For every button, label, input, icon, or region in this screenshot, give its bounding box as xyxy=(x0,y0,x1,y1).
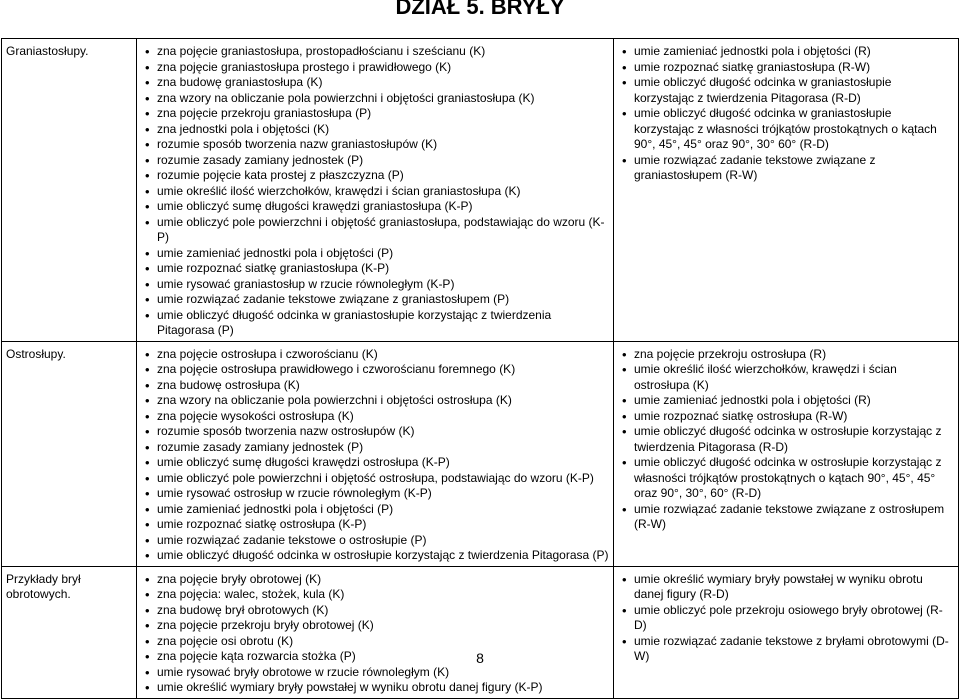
list-item: • umie rozpoznać siatkę graniastosłupa (R-W) xyxy=(634,60,954,76)
list-item: • zna pojęcie kąta rozwarcia stożka (P) xyxy=(157,649,609,665)
list-item: • zna wzory na obliczanie pola powierzchni i objętości graniastosłupa (K) xyxy=(157,91,609,107)
table-row xyxy=(2,341,959,566)
list-item: • umie obliczyć pole powierzchni i objętość ostrosłupa, podstawiając do wzoru (K-P) xyxy=(157,471,609,487)
list-item: • zna pojęcie ostrosłupa i czworościanu (K) xyxy=(157,347,609,363)
list-item: • umie obliczyć długość odcinka w graniastosłupie korzystając z własności trójkątów prostokątnych o kątach 90°, 45°, 45° oraz 90°, 30° 60° (R-D) xyxy=(634,106,954,153)
requirements-table xyxy=(1,38,959,699)
list-item: • zna pojęcie graniastosłupa prostego i prawidłowego (K) xyxy=(157,60,609,76)
list-item: • zna pojęcie przekroju graniastosłupa (P) xyxy=(157,106,609,122)
list-item: • umie rozwiązać zadanie tekstowe związane z ostrosłupem (R-W) xyxy=(634,502,954,533)
list-item: • umie rysować ostrosłup w rzucie równoległym (K-P) xyxy=(157,486,609,502)
basic-requirements-cell xyxy=(137,341,614,566)
list-item: • zna jednostki pola i objętości (K) xyxy=(157,122,609,138)
page-title: DZIAŁ 5. BRYŁY xyxy=(395,0,565,19)
advanced-requirements-cell xyxy=(614,566,959,698)
list-item: • umie rozwiązać zadanie tekstowe związane z graniastosłupem (R-W) xyxy=(634,153,954,184)
list-item: • umie obliczyć długość odcinka w graniastosłupie korzystając z twierdzenia Pitagorasa (R-D) xyxy=(634,75,954,106)
list-item: • umie rozwiązać zadanie tekstowe z bryłami obrotowymi (D-W) xyxy=(634,634,954,665)
list-item: • zna budowę ostrosłupa (K) xyxy=(157,378,609,394)
list-item: • umie rysować graniastosłup w rzucie równoległym (K-P) xyxy=(157,277,609,293)
list-item: • umie określić ilość wierzchołków, krawędzi i ścian ostrosłupa (K) xyxy=(634,362,954,393)
list-item: • umie rozwiązać zadanie tekstowe o ostrosłupie (P) xyxy=(157,533,609,549)
list-item: • umie rozpoznać siatkę ostrosłupa (R-W) xyxy=(634,409,954,425)
advanced-requirements-list xyxy=(618,44,954,184)
list-item: • umie obliczyć długość odcinka w graniastosłupie korzystając z twierdzenia Pitagorasa (P) xyxy=(157,308,609,339)
basic-requirements-list xyxy=(141,572,609,696)
list-item: • zna pojęcie osi obrotu (K) xyxy=(157,634,609,650)
list-item: • rozumie pojęcie kata prostej z płaszczyzna (P) xyxy=(157,168,609,184)
table-row xyxy=(2,566,959,698)
list-item: • zna budowę graniastosłupa (K) xyxy=(157,75,609,91)
list-item: • umie określić wymiary bryły powstałej w wyniku obrotu danej figury (K-P) xyxy=(157,680,609,696)
basic-requirements-list xyxy=(141,44,609,339)
list-item: • rozumie zasady zamiany jednostek (P) xyxy=(157,440,609,456)
list-item: • zna pojęcie ostrosłupa prawidłowego i czworościanu foremnego (K) xyxy=(157,362,609,378)
advanced-requirements-cell xyxy=(614,341,959,566)
advanced-requirements-list xyxy=(618,347,954,533)
list-item: • zna pojęcie przekroju bryły obrotowej (K) xyxy=(157,618,609,634)
list-item: • umie rozwiązać zadanie tekstowe związane z graniastosłupem (P) xyxy=(157,292,609,308)
list-item: • zna pojęcie wysokości ostrosłupa (K) xyxy=(157,409,609,425)
basic-requirements-cell xyxy=(137,566,614,698)
list-item: • umie rozpoznać siatkę graniastosłupa (K-P) xyxy=(157,261,609,277)
list-item: • umie obliczyć sumę długości krawędzi graniastosłupa (K-P) xyxy=(157,199,609,215)
list-item: • zna pojęcie graniastosłupa, prostopadłościanu i sześcianu (K) xyxy=(157,44,609,60)
list-item: • rozumie sposób tworzenia nazw ostrosłupów (K) xyxy=(157,424,609,440)
list-item: • zna wzory na obliczanie pola powierzchni i objętości ostrosłupa (K) xyxy=(157,393,609,409)
topic-cell: Ostrosłupy. xyxy=(2,341,137,566)
list-item: • rozumie zasady zamiany jednostek (P) xyxy=(157,153,609,169)
basic-requirements-list xyxy=(141,347,609,564)
list-item: • zna budowę brył obrotowych (K) xyxy=(157,603,609,619)
list-item: • umie obliczyć długość odcinka w ostrosłupie korzystając z własności trójkątów prostokątnych o kątach 90°, 45°, 45° oraz 90°, 30°, 60° (R-D) xyxy=(634,455,954,502)
list-item: • umie obliczyć pole przekroju osiowego bryły obrotowej (R-D) xyxy=(634,603,954,634)
list-item: • umie zamieniać jednostki pola i objętości (R) xyxy=(634,393,954,409)
topic-cell: Przykłady brył obrotowych. xyxy=(2,566,137,698)
list-item: • umie zamieniać jednostki pola i objętości (R) xyxy=(634,44,954,60)
table-row xyxy=(2,39,959,342)
list-item: • umie określić ilość wierzchołków, krawędzi i ścian graniastosłupa (K) xyxy=(157,184,609,200)
list-item: • umie zamieniać jednostki pola i objętości (P) xyxy=(157,246,609,262)
table-body xyxy=(2,39,959,699)
topic-cell: Graniastosłupy. xyxy=(2,39,137,342)
list-item: • umie obliczyć sumę długości krawędzi ostrosłupa (K-P) xyxy=(157,455,609,471)
list-item: • umie rysować bryły obrotowe w rzucie równoległym (K) xyxy=(157,665,609,681)
basic-requirements-cell xyxy=(137,39,614,342)
list-item: • zna pojęcia: walec, stożek, kula (K) xyxy=(157,587,609,603)
list-item: • umie rozpoznać siatkę ostrosłupa (K-P) xyxy=(157,517,609,533)
list-item: • umie zamieniać jednostki pola i objętości (P) xyxy=(157,502,609,518)
list-item: • umie obliczyć długość odcinka w ostrosłupie korzystając z twierdzenia Pitagorasa (R-D) xyxy=(634,424,954,455)
list-item: • umie określić wymiary bryły powstałej w wyniku obrotu danej figury (R-D) xyxy=(634,572,954,603)
list-item: • rozumie sposób tworzenia nazw graniastosłupów (K) xyxy=(157,137,609,153)
list-item: • zna pojęcie bryły obrotowej (K) xyxy=(157,572,609,588)
page-number: 8 xyxy=(476,650,484,666)
list-item: • umie obliczyć długość odcinka w ostrosłupie korzystając z twierdzenia Pitagorasa (P) xyxy=(157,548,609,564)
list-item: • umie obliczyć pole powierzchni i objętość graniastosłupa, podstawiając do wzoru (K-P) xyxy=(157,215,609,246)
advanced-requirements-cell xyxy=(614,39,959,342)
list-item: • zna pojęcie przekroju ostrosłupa (R) xyxy=(634,347,954,363)
